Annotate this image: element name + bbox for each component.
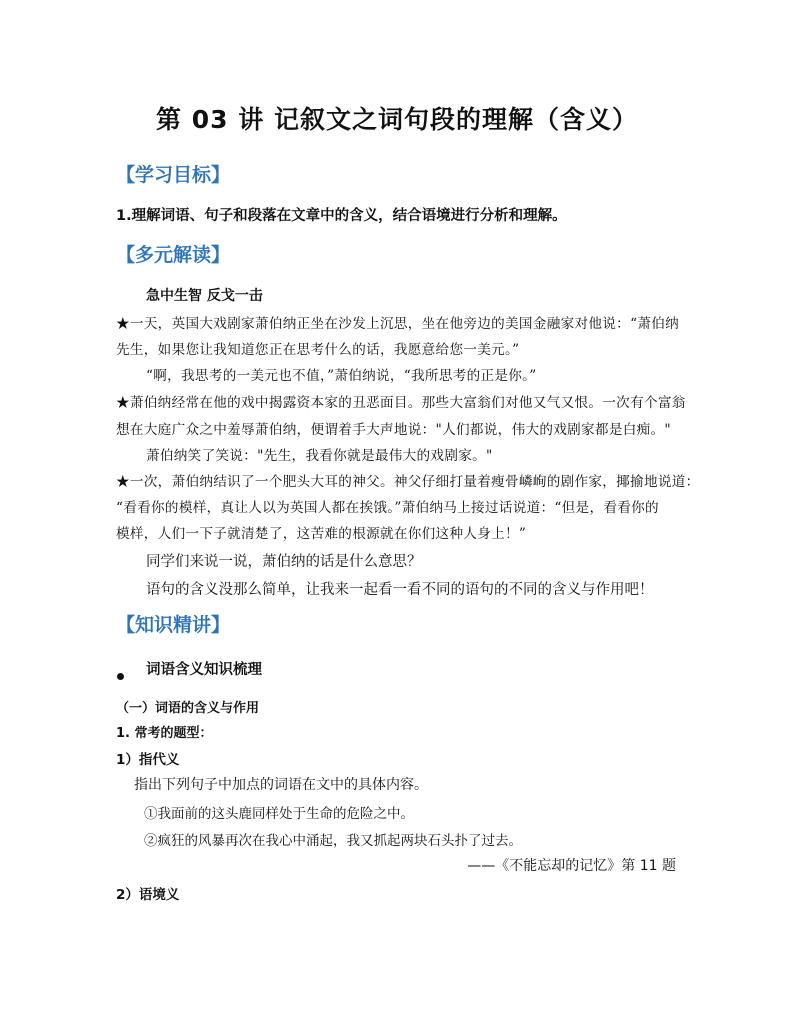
story-line: ★一天，英国大戏剧家萧伯纳正坐在沙发上沉思，坐在他旁边的美国金融家对他说：“萧伯纳	[116, 316, 679, 332]
story-heading: 急中生智 反戈一击	[146, 288, 263, 304]
story-line: 萧伯纳笑了笑说："先生，我看你就是最伟大的戏剧家。"	[146, 448, 493, 464]
story-line: ★一次，萧伯纳结识了一个肥头大耳的神父。神父仔细打量着瘦骨嶙峋的剧作家，揶揄地说道：	[116, 474, 700, 490]
type-heading: 1）指代义	[116, 752, 180, 768]
story-line: 想在大庭广众之中羞辱萧伯纳，便谓着手大声地说："人们都说，伟大的戏剧家都是白痴。"	[116, 422, 671, 438]
story-question: 同学们来说一说，萧伯纳的话是什么意思？	[146, 554, 422, 570]
bullet-heading: 词语含义知识梳理	[146, 662, 262, 678]
section-heading-knowledge: 【知识精讲】	[116, 614, 231, 636]
story-line: 模样，人们一下子就清楚了，这苦难的根源就在你们这种人身上！”	[116, 526, 527, 542]
page-title: 第 03 讲 记叙文之词句段的理解（含义）	[156, 105, 638, 134]
item-heading: 1. 常考的题型：	[116, 726, 213, 741]
type-heading: 2）语境义	[116, 887, 180, 903]
section-heading-goals: 【学习目标】	[116, 164, 231, 186]
story-line: “啊，我思考的一美元也不值，”萧伯纳说，“我所思考的正是你。”	[146, 368, 537, 384]
story-line: 先生，如果您让我知道您正在思考什么的话，我愿意给您一美元。”	[116, 342, 520, 358]
example-source: ——《不能忘却的记忆》第 11 题	[467, 858, 676, 874]
section-heading-reading: 【多元解读】	[116, 244, 231, 266]
example-line: ①我面前的这头鹿同样处于生命的危险之中。	[144, 806, 414, 822]
type-description: 指出下列句子中加点的词语在文中的具体内容。	[134, 777, 428, 793]
story-line: ★萧伯纳经常在他的戏中揭露资本家的丑恶面目。那些大富翁们对他又气又恨。一次有个富翁	[116, 395, 686, 411]
story-lead: 语句的含义没那么简单，让我来一起看一看不同的语句的不同的含义与作用吧！	[146, 582, 654, 598]
story-line: “看看你的模样，真让人以为英国人都在挨饿。”萧伯纳马上接过话说道：“但是，看看你的	[116, 500, 659, 516]
goal-text: 1.理解词语、句子和段落在文章中的含义，结合语境进行分析和理解。	[116, 208, 567, 224]
bullet-icon	[117, 673, 124, 680]
subsection-heading: （一）词语的含义与作用	[116, 701, 260, 716]
example-line: ②疯狂的风暴再次在我心中涌起，我又抓起两块石头扑了过去。	[144, 833, 522, 849]
